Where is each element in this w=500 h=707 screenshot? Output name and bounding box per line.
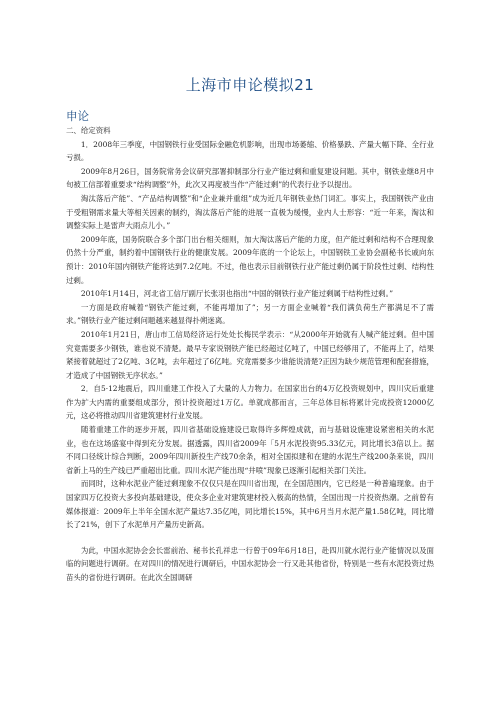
paragraph-5: 2010年1月14日，河北省工信厅副厅长张羽也指出“中国的钢铁行业产能过剩属于结构性过剩。” [80,289,394,299]
document-title: 上海市申论模拟21 [185,76,315,94]
paragraph-10: 而同时，这种水泥业产能过剩现象不仅仅只是在四川省出现，在全国范围内，它已经是一种普遍现象。由于国家四万亿投资大多投向基础建设，使众多企业对建筑建材投入极高的热情，全国出现一片投资热潮。之前曾有媒体报道：2009年上半年全国水泥产量达7.35亿吨，同比增长15%，其中6月当月水泥产量1.58亿吨，同比增长了21%，创下了水泥单月产量历史新高。 [66,479,434,530]
document-body [66,124,434,585]
paragraph-1: 1．2008年三季度，中国钢铁行业受国际金融危机影响，出现市场萎缩、价格暴跌、产量大幅下降、全行业亏损。 [66,139,434,163]
subheading: 二、给定资料 [66,126,111,135]
paragraph-2: 2009年8月26日，国务院常务会议研究部署抑制部分行业产能过剩和重复建设问题。其中，钢铁业继8月中旬被工信部着重要求“结构调整”外，此次又再度被当作“产能过剩”的代表行业予以提出。 [66,166,434,190]
paragraph-11: 为此，中国水泥协会会长雷前治、秘书长孔祥忠一行曾于09年6月18日，赴四川就水泥行业产能情况以及面临的问题进行调研。在对四川的情况进行调研后，中国水泥协会一行又赴其他省份，特别是一些有水泥投资过热苗头的省份进行调研。在此次全国调研 [66,545,434,582]
paragraph-8: 2．自5·12地震后，四川重建工作投入了大量的人力物力。在国家出台的4万亿投资规划中，四川灾后重建作为扩大内需的重要组成部分，预计投资超过1万亿。单就成都而言，三年总体目标将累计完成投资12000亿元，这必将推动四川省建筑建材行业发展。 [66,384,434,421]
paragraph-3: 淘汰落后产能”、“产品结构调整”和“企业兼并重组”成为近几年钢铁业热门词汇。事实上，我国钢铁产业由于受粗钢需求量大等相关因素的制约，淘汰落后产能的进展一直极为缓慢，业内人士形容：“近一年来，淘汰和调整实际上是雷声大雨点儿小。” [66,193,434,231]
paragraph-6: 一方面是政府喊着“钢铁产能过剩，不能再增加了”；另一方面企业喊着“我们满负荷生产都满足不了需求。”钢铁行业产能过剩问题越来越显得扑朔迷离。 [66,302,434,326]
paragraph-9: 随着重建工作的逐步开展，四川省基础设施建设已取得许多辉煌成就，而与基础设施建设紧密相关的水泥业，也在这场盛宴中得到充分发展。据透露，四川省2009年「5月水泥投资95.33亿元，同比增长3倍以上。据不同口径统计综合判断，2009年四川新投生产线70余条，相对全国拟建和在建的水泥生产线200条来说，四川省新上马的生产线已严重超出比重。四川水泥产能出现“井喷”现象已逐渐引起相关部门关注。 [66,425,434,475]
paragraph-4: 2009年底，国务院联合多个部门出台相关细则，加大淘汰落后产能的力度，但产能过剩和结构不合理现象仍然十分严重，制约着中国钢铁行业的健康发展。2009年底的一个论坛上，中国钢铁工业协会副秘书长戚向东预计：2010年国内钢铁产能将达到7.2亿吨。不过，他也表示目前钢铁行业产能过剩仍属于阶段性过剩、结构性过剩。 [66,234,434,285]
paragraph-7: 2010年1月21日，唐山市工信局经济运行处处长梅民学表示：“从2000年开始就有人喊产能过剩。但中国究竟需要多少钢铁，谁也说不清楚。最早专家说钢铁产能已经超过亿吨了，中国已经够用了，不能再上了，结果紧接着就超过了2亿吨、3亿吨，去年超过了6亿吨。究竟需要多少谁能说清楚?正因为缺少规范管理和配套措施，才造成了中国钢铁无序状态。” [66,329,434,380]
section-heading: 申论 [66,109,89,123]
